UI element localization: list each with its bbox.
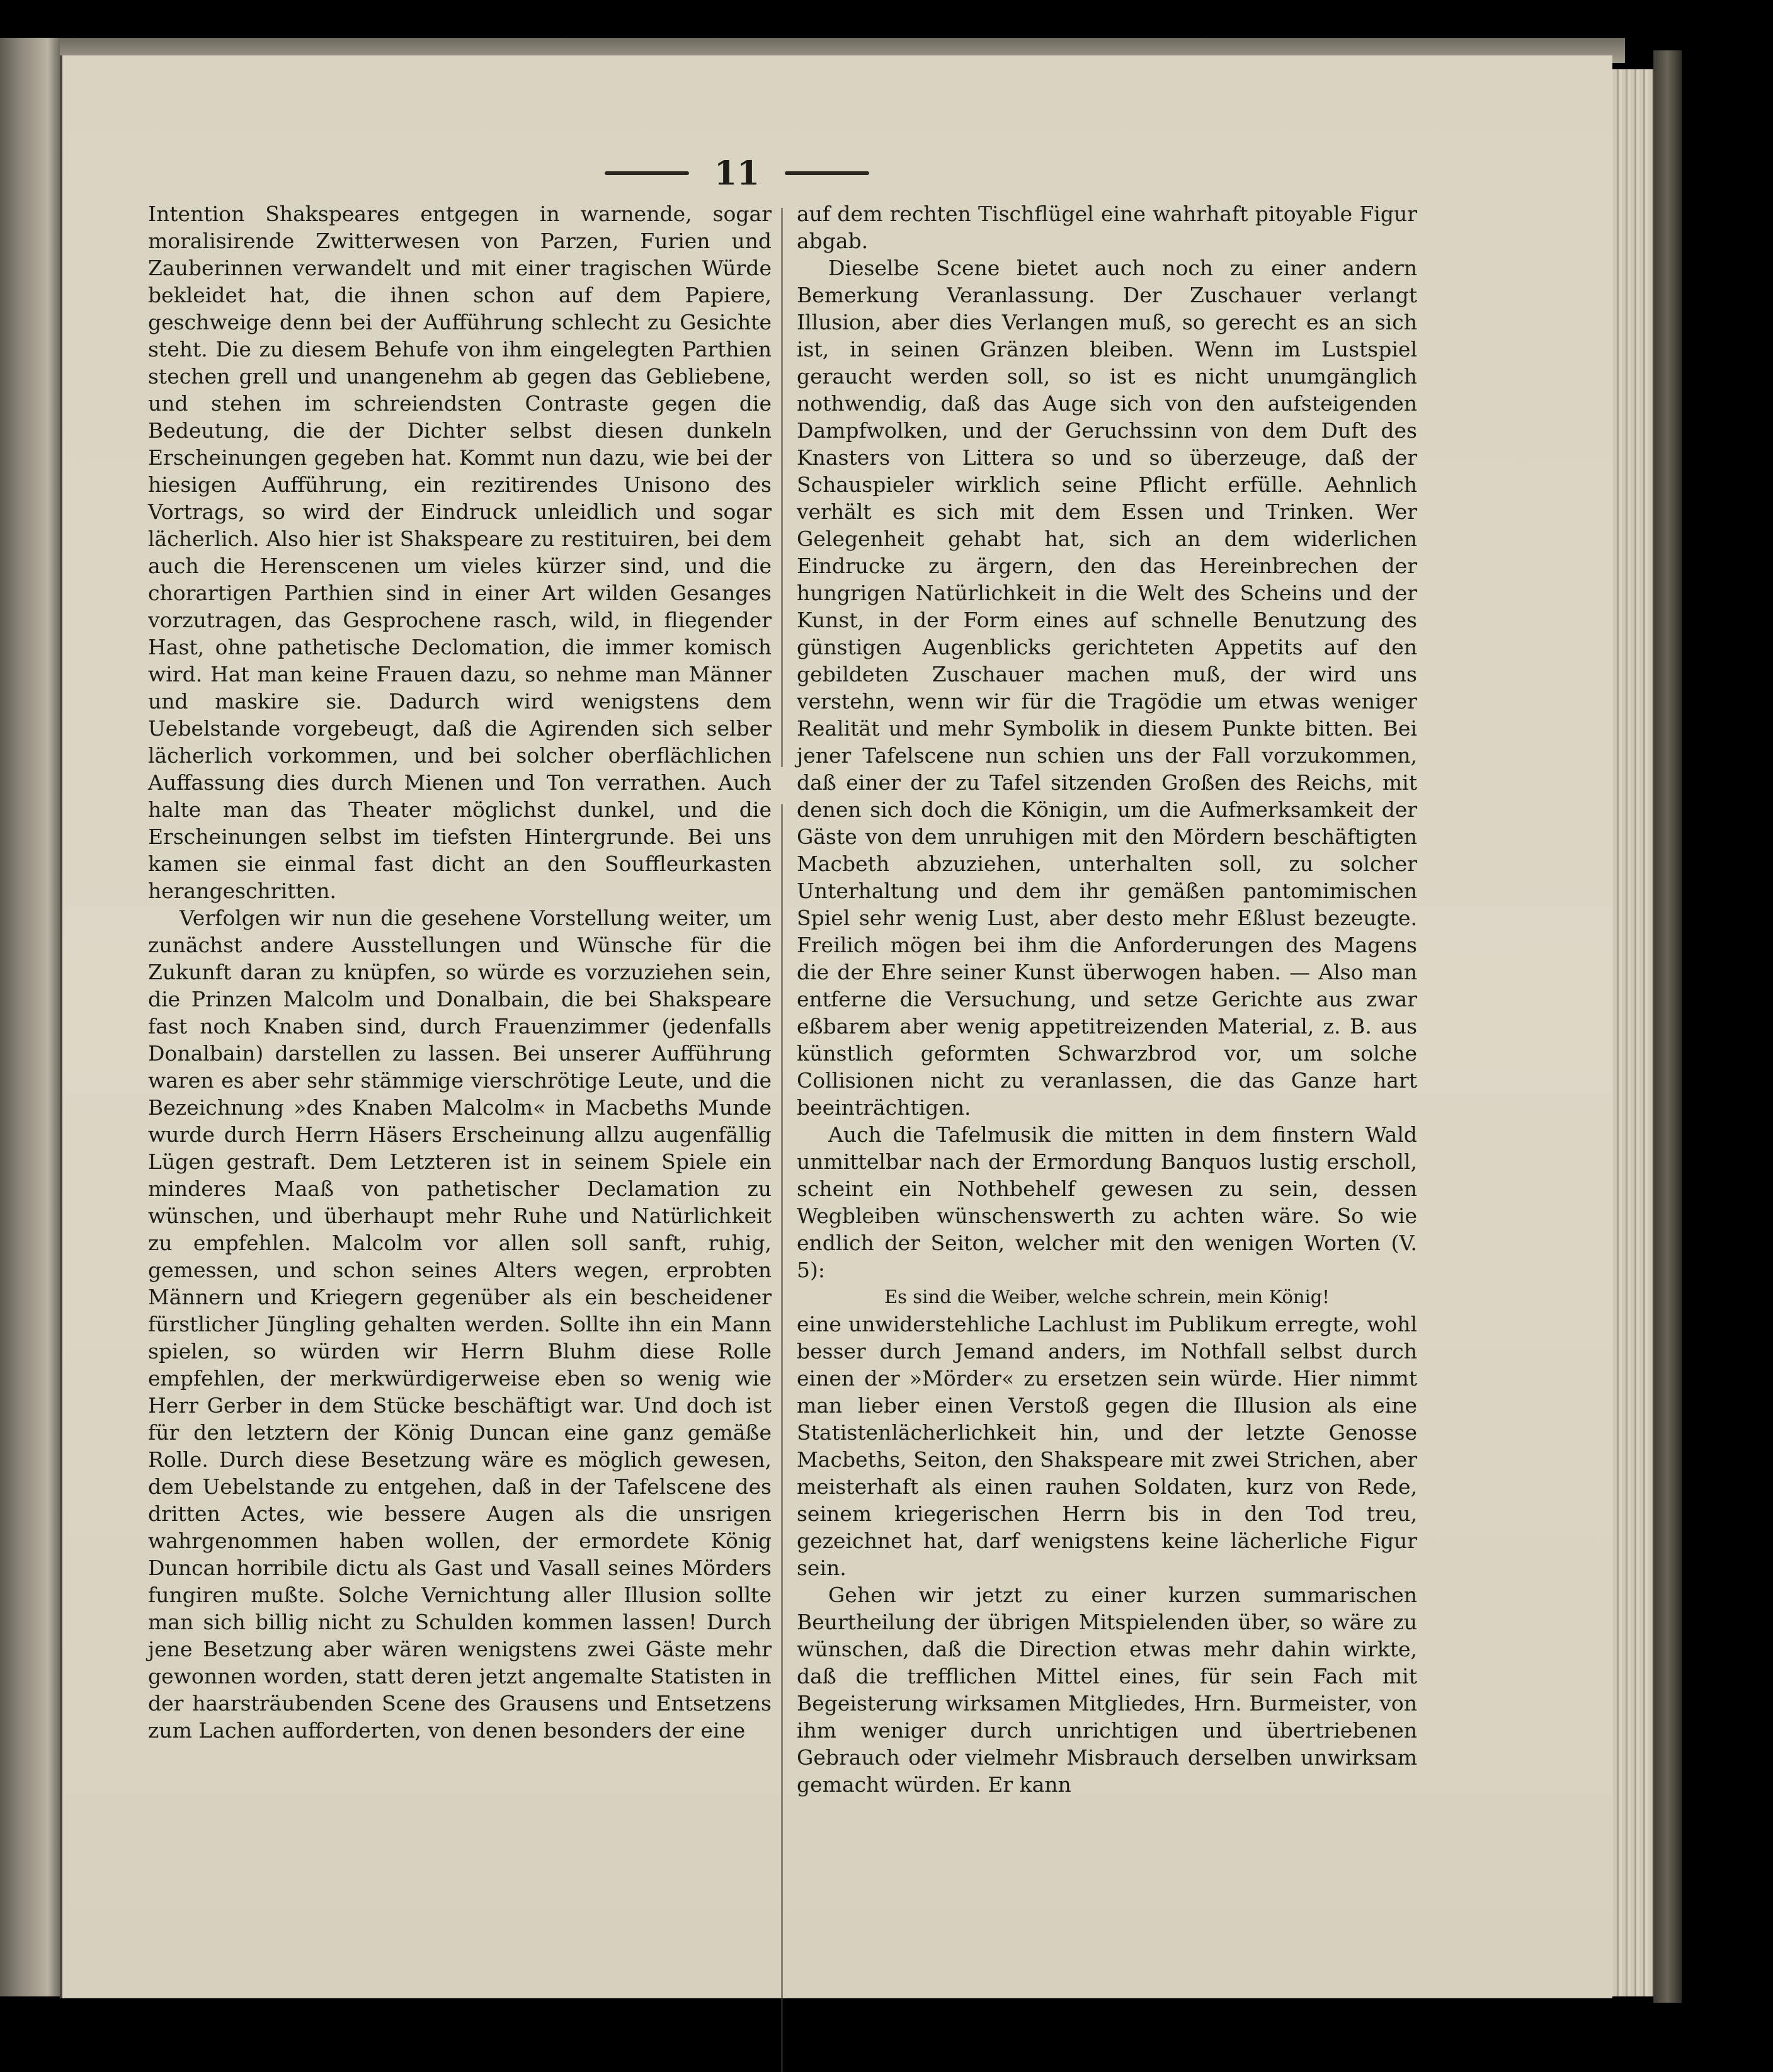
header-rule-left — [605, 171, 689, 175]
column-divider — [781, 208, 783, 2072]
right-paragraph-2: Dieselbe Scene bietet auch noch zu einer andern Bemerkung Veranlassung. Der Zuschauer verlangt Illusion, aber dies Verlangen muß, so gerecht es an sich ist, in seinen Gränzen bleiben. Wenn im Lustspiel geraucht werden soll, so ist es nicht unumgänglich nothwendig, daß das Auge sich von den aufsteigenden Dampfwolken, und der Geruchssinn von dem Duft des Knasters von Littera so und so überzeuge, daß der Schauspieler wirklich seine Pflicht erfülle. Aehnlich verhält es sich mit dem Essen und Trinken. Wer Gelegenheit gehabt hat, sich an dem widerlichen Eindrucke zu ärgern, den das Hereinbrechen der hungrigen Natürlichkeit in die Welt des Scheins und der Kunst, in der Form eines auf schnelle Benutzung des günstigen Augenblicks gerichteten Appetits auf den gebildeten Zuschauer machen muß, der wird uns verstehn, wenn wir für die Tragödie um etwas weniger Realität und mehr Symbolik in diesem Punkte bitten. Bei jener Tafelscene nun schien uns der Fall vorzukommen, daß einer der zu Tafel sitzenden Großen des Reichs, mit denen sich doch die Königin, um die Aufmerksamkeit der Gäste von dem unruhigen mit den Mördern beschäftigten Macbeth abzuziehen, unterhalten soll, zu solcher Unterhaltung und dem ihr gemäßen pantomimischen Spiel sehr wenig Lust, aber desto mehr Eßlust bezeugte. Freilich mögen bei ihm die Anforderungen des Magens die der Ehre seiner Kunst überwogen haben. — Also man entferne die Versuchung, und setze Gerichte aus zwar eßbarem aber wenig appetitreizenden Material, z. B. aus künstlich geformten Schwarzbrod vor, um solche Collisionen nicht zu veranlassen, die das Ganze hart beeinträchtigen. — [797, 256, 1417, 1120]
book-binding — [1653, 50, 1682, 2003]
left-column — [148, 200, 772, 1744]
left-page-edge — [0, 38, 60, 1996]
right-paragraph-5: Gehen wir jetzt zu einer kurzen summarischen Beurtheilung der übrigen Mitspielenden über, so wäre zu wünschen, daß die Direction etwas mehr dahin wirkte, daß die trefflichen Mittel eines, für sein Fach mit Begeisterung wirksamen Mitgliedes, Hrn. Burmeister, von ihm weniger durch unrichtigen und übertriebenen Gebrauch oder vielmehr Misbrauch derselben unwirksam gemacht würden. Er kann — [797, 1583, 1417, 1797]
page-number: 11 — [714, 154, 760, 193]
header-rule-right — [785, 171, 869, 175]
left-paragraph-1: Intention Shakspeares entgegen in warnende, sogar moralisirende Zwitterwesen von Parzen, Furien und Zauberinnen verwandelt und mit einer tragischen Würde bekleidet hat, die ihnen schon auf dem Papiere, geschweige denn bei der Aufführung schlecht zu Gesichte steht. Die zu diesem Behufe von ihm eingelegten Parthien stechen grell und unangenehm ab gegen das Gebliebene, und stehen im schreiendsten Contraste gegen die Bedeutung, die der Dichter selbst diesen dunkeln Erscheinungen gegeben hat. Kommt nun dazu, wie bei der hiesigen Aufführung, ein rezitirendes Unisono des Vortrags, so wird der Eindruck unleidlich und sogar lächerlich. Also hier ist Shakspeare zu restituiren, bei dem auch die Herenscenen um vieles kürzer sind, und die chorartigen Parthien sind in einer Art wilden Gesanges vorzutragen, das Gesprochene rasch, wild, in fliegender Hast, ohne pathetische Declomation, die immer komisch wird. Hat man keine Frauen dazu, so nehme man Männer und maskire sie. Dadurch wird wenigstens dem Uebelstande vorgebeugt, daß die Agirenden sich selber lächerlich vorkommen, und bei solcher oberflächlichen Auffassung dies durch Mienen und Ton verrathen. Auch halte man das Theater möglichst dunkel, und die Erscheinungen selbst im tiefsten Hintergrunde. Bei uns kamen sie einmal fast dicht an den Souffleurkasten herangeschritten. — [148, 202, 772, 903]
right-paragraph-1: auf dem rechten Tischflügel eine wahrhaft pitoyable Figur abgab. — [797, 202, 1417, 253]
left-paragraph-2: Verfolgen wir nun die gesehene Vorstellung weiter, um zunächst andere Ausstellungen und Wünsche für die Zukunft daran zu knüpfen, so würde es vorzuziehen sein, die Prinzen Malcolm und Donalbain, die bei Shakspeare fast noch Knaben sind, durch Frauenzimmer (jedenfalls Donalbain) darstellen zu lassen. Bei unserer Aufführung waren es aber sehr stämmige vierschrötige Leute, und die Bezeichnung »des Knaben Malcolm« in Macbeths Munde wurde durch Herrn Häsers Erscheinung allzu augenfällig Lügen gestraft. Dem Letzteren ist in seinem Spiele ein minderes Maaß von pathetischer Declamation zu wünschen, und überhaupt mehr Ruhe und Natürlichkeit zu empfehlen. Malcolm vor allen soll sanft, ruhig, gemessen, und schon seines Alters wegen, erprobten Männern und Kriegern gegenüber als ein bescheidener fürstlicher Jüngling gehalten werden. Sollte ihn ein Mann spielen, so würden wir Herrn Bluhm diese Rolle empfehlen, der merkwürdigerweise eben so wenig wie Herr Gerber in dem Stücke beschäftigt war. Und doch ist für den letztern der König Duncan eine ganz gemäße Rolle. Durch diese Besetzung wäre es möglich gewesen, dem Uebelstande zu entgehen, daß in der Tafelscene des dritten Actes, wie bessere Augen als die unsrigen wahrgenommen haben wollen, der ermordete König Duncan horribile dictu als Gast und Vasall seines Mörders fungiren mußte. Solche Vernichtung aller Illusion sollte man sich billig nicht zu Schulden kommen lassen! Durch jene Besetzung aber wären wenigstens zwei Gäste mehr gewonnen worden, statt deren jetzt angemalte Statisten in der haarsträubenden Scene des Grausens und Entsetzens zum Lachen aufforderten, von denen besonders der eine — [148, 906, 772, 1743]
right-paragraph-3: Auch die Tafelmusik die mitten in dem finstern Wald unmittelbar nach der Ermordung Banquos lustig erscholl, scheint ein Nothbehelf gewesen zu sein, dessen Wegbleiben wünschenswerth zu achten wäre. So wie endlich der Seiton, welcher mit den wenigen Worten (V. 5): — [797, 1122, 1417, 1282]
page-header — [605, 151, 869, 195]
right-paragraph-4: eine unwiderstehliche Lachlust im Publikum erregte, wohl besser durch Jemand anders, im Nothfall selbst durch einen der »Mörder« zu ersetzen sein würde. Hier nimmt man lieber einen Verstoß gegen die Illusion als eine Statistenlächerlichkeit hin, und der letzte Genosse Macbeths, Seiton, den Shakspeare mit zwei Strichen, aber meisterhaft als einen rauhen Soldaten, kurz von Rede, seinem kriegerischen Herrn bis in den Tod treu, gezeichnet hat, darf wenigstens keine lächerliche Figur sein. — [797, 1312, 1417, 1580]
right-column — [797, 200, 1417, 1798]
verse-quote: Es sind die Weiber, welche schrein, mein König! — [884, 1286, 1330, 1307]
